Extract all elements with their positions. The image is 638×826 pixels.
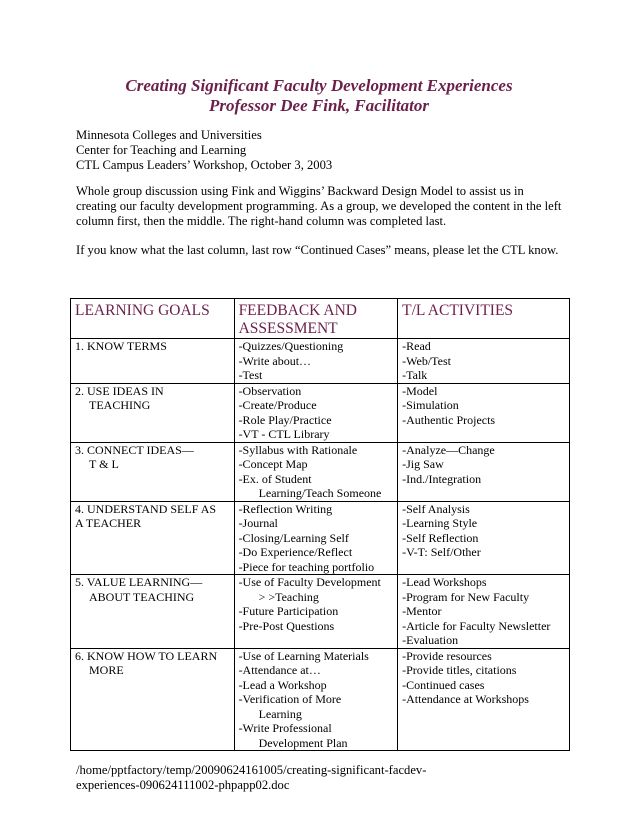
activities-cell: -Analyze—Change -Jig Saw -Ind./Integration xyxy=(398,442,570,501)
goal-cell: 1. KNOW TERMS xyxy=(71,339,235,384)
document-subtitle: Professor Dee Fink, Facilitator xyxy=(208,96,430,115)
activities-cell: -Self Analysis -Learning Style -Self Reflection -V-T: Self/Other xyxy=(398,501,570,575)
file-path-line1: /home/pptfactory/temp/20090624161005/creating-significant-facdev- xyxy=(76,763,427,777)
header-tl-activities: T/L ACTIVITIES xyxy=(398,299,570,339)
feedback-cell: -Use of Faculty Development > >Teaching -Future Participation -Pre-Post Questions xyxy=(234,575,398,649)
table-row xyxy=(71,575,570,649)
table-header-row xyxy=(71,299,570,339)
feedback-cell: -Quizzes/Questioning -Write about… -Test xyxy=(234,339,398,384)
header-learning-goals: LEARNING GOALS xyxy=(71,299,235,339)
goal-cell: 3. CONNECT IDEAS— T & L xyxy=(71,442,235,501)
goal-cell: 4. UNDERSTAND SELF AS A TEACHER xyxy=(71,501,235,575)
table-row xyxy=(71,501,570,575)
feedback-cell: -Syllabus with Rationale -Concept Map -Ex. of Student Learning/Teach Someone xyxy=(234,442,398,501)
paragraph1-line2: creating our faculty development programming. As a group, we developed the content in the left xyxy=(76,199,562,213)
feedback-cell: -Use of Learning Materials -Attendance at… -Lead a Workshop -Verification of More Learning -Write Professional Development Plan xyxy=(234,648,398,751)
header-feedback-assessment: FEEDBACK AND ASSESSMENT xyxy=(234,299,398,339)
activities-cell: -Read -Web/Test -Talk xyxy=(398,339,570,384)
table-row xyxy=(71,383,570,442)
goal-cell: 6. KNOW HOW TO LEARN MORE xyxy=(71,648,235,751)
activities-cell: -Provide resources -Provide titles, citations -Continued cases -Attendance at Workshops xyxy=(398,648,570,751)
feedback-cell: -Reflection Writing -Journal -Closing/Learning Self -Do Experience/Reflect -Piece for teaching portfolio xyxy=(234,501,398,575)
goal-cell: 2. USE IDEAS IN TEACHING xyxy=(71,383,235,442)
feedback-cell: -Observation -Create/Produce -Role Play/Practice -VT - CTL Library xyxy=(234,383,398,442)
course-design-table xyxy=(70,298,570,751)
workshop-line: CTL Campus Leaders’ Workshop, October 3, 2003 xyxy=(76,158,333,172)
paragraph1-line1: Whole group discussion using Fink and Wiggins’ Backward Design Model to assist us in xyxy=(76,184,524,198)
table-row xyxy=(71,648,570,751)
activities-cell: -Lead Workshops -Program for New Faculty -Mentor -Article for Faculty Newsletter -Evaluation xyxy=(398,575,570,649)
activities-cell: -Model -Simulation -Authentic Projects xyxy=(398,383,570,442)
table-row xyxy=(71,442,570,501)
table-row xyxy=(71,339,570,384)
goal-cell: 5. VALUE LEARNING— ABOUT TEACHING xyxy=(71,575,235,649)
org-line: Minnesota Colleges and Universities xyxy=(76,128,262,142)
center-line: Center for Teaching and Learning xyxy=(76,143,247,157)
paragraph2: If you know what the last column, last row “Continued Cases” means, please let the CTL know. xyxy=(76,243,559,257)
file-path-line2: experiences-090624111002-phpapp02.doc xyxy=(76,778,290,792)
paragraph1-line3: column first, then the middle. The right-hand column was completed last. xyxy=(76,214,447,228)
document-title: Creating Significant Faculty Development Experiences xyxy=(125,76,513,95)
